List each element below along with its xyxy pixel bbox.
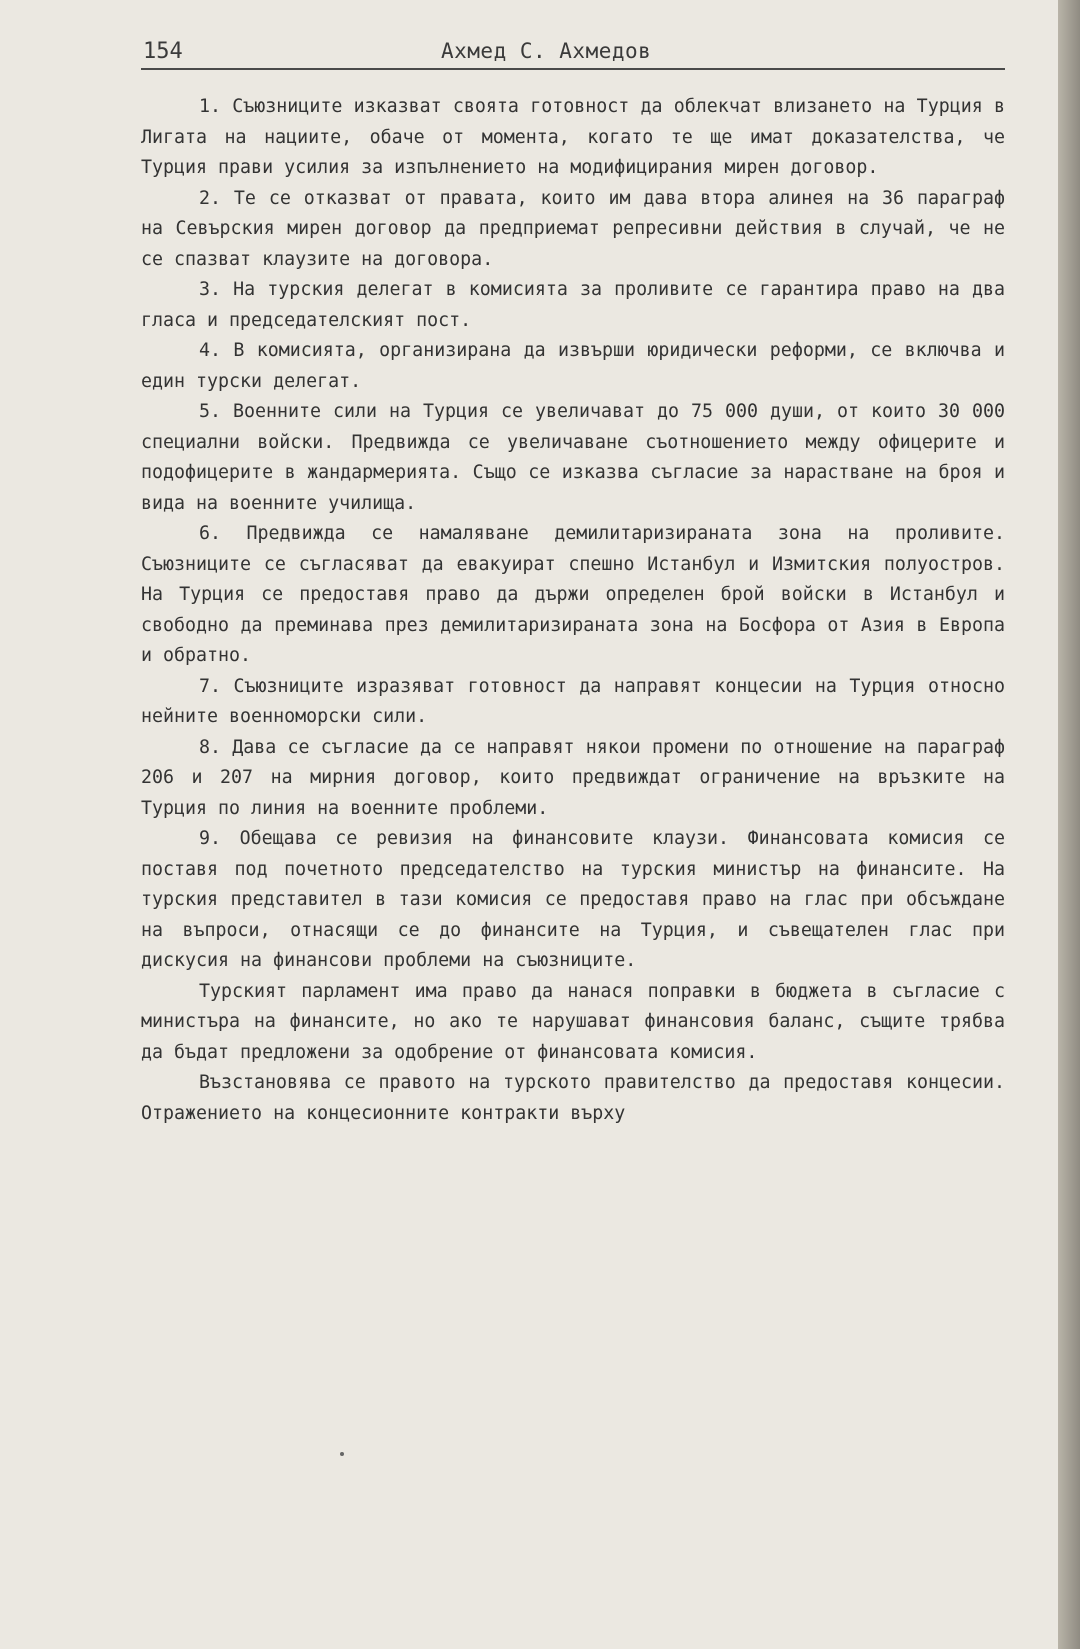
paragraph-2: 2. Те се отказват от правата, които им дава втора алинея на 36 параграф на Севърския мирен договор да предприемат репресивни действия в случай, че не се спазват клаузите на договора.: [141, 187, 1005, 270]
paragraph-6: 6. Предвижда се намаляване демилитаризираната зона на проливите. Съюзниците се съгласяват да евакуират спешно Истанбул и Измитския полуостров. На Турция се предоставя право да държи определен брой войски в Истанбул и свободно да преминава през демилитаризираната зона на Босфора от Азия в Европа и обратно.: [141, 523, 1005, 666]
page-number: 154: [143, 39, 183, 64]
paragraph-1: 1. Съюзниците изказват своята готовност да облекчат влизането на Турция в Лигата на нациите, обаче от момента, когато те ще имат доказателства, че Турция прави усилия за изпълнението на модифицирания мирен договор.: [141, 96, 1005, 178]
paragraph-10: Турският парламент има право да нанася поправки в бюджета в съгласие с министъра на финансите, но ако те нарушават финансовия баланс, същите трябва да бъдат предложени за одобрение от финансовата комисия.: [141, 980, 1005, 1063]
ink-speck: [340, 1452, 344, 1456]
page-edge-shadow: [1058, 0, 1080, 1649]
paragraph-4: 4. В комисията, организирана да извърши юридически реформи, се включва и един турски делегат.: [141, 340, 1005, 392]
paragraph-9: 9. Обещава се ревизия на финансовите клаузи. Финансовата комисия се поставя под почетното председателство на турския министър на финансите. На турския представител в тази комисия се предоставя право на глас при обсъждане на въпроси, отнасящи се до финансите на Турция, и съвещателен глас при дискусия на финансови проблеми на съюзниците.: [141, 828, 1005, 971]
paragraph-11: Възстановява се правото на турското правителство да предоставя концесии. Отражението на концесионните контракти върху: [141, 1072, 1005, 1124]
paragraph-7: 7. Съюзниците изразяват готовност да направят концесии на Турция относно нейните военноморски сили.: [141, 675, 1005, 727]
paragraph-3: 3. На турския делегат в комисията за проливите се гарантира право на два гласа и председателският пост.: [141, 279, 1005, 331]
body-text: [141, 92, 1005, 1129]
page-header: [141, 34, 1005, 70]
paragraph-5: 5. Военните сили на Турция се увеличават до 75 000 души, от които 30 000 специални войски. Предвижда се увеличаване съотношението между офицерите и подофицерите в жандармерията. Също се изказва съгласие за нарастване на броя и вида на военните училища.: [141, 401, 1005, 514]
paragraph-8: 8. Дава се съгласие да се направят някои промени по отношение на параграф 206 и 207 на мирния договор, които предвиждат ограничение на връзките на Турция по линия на военните проблеми.: [141, 736, 1005, 819]
running-head: Ахмед С. Ахмедов: [441, 39, 652, 63]
